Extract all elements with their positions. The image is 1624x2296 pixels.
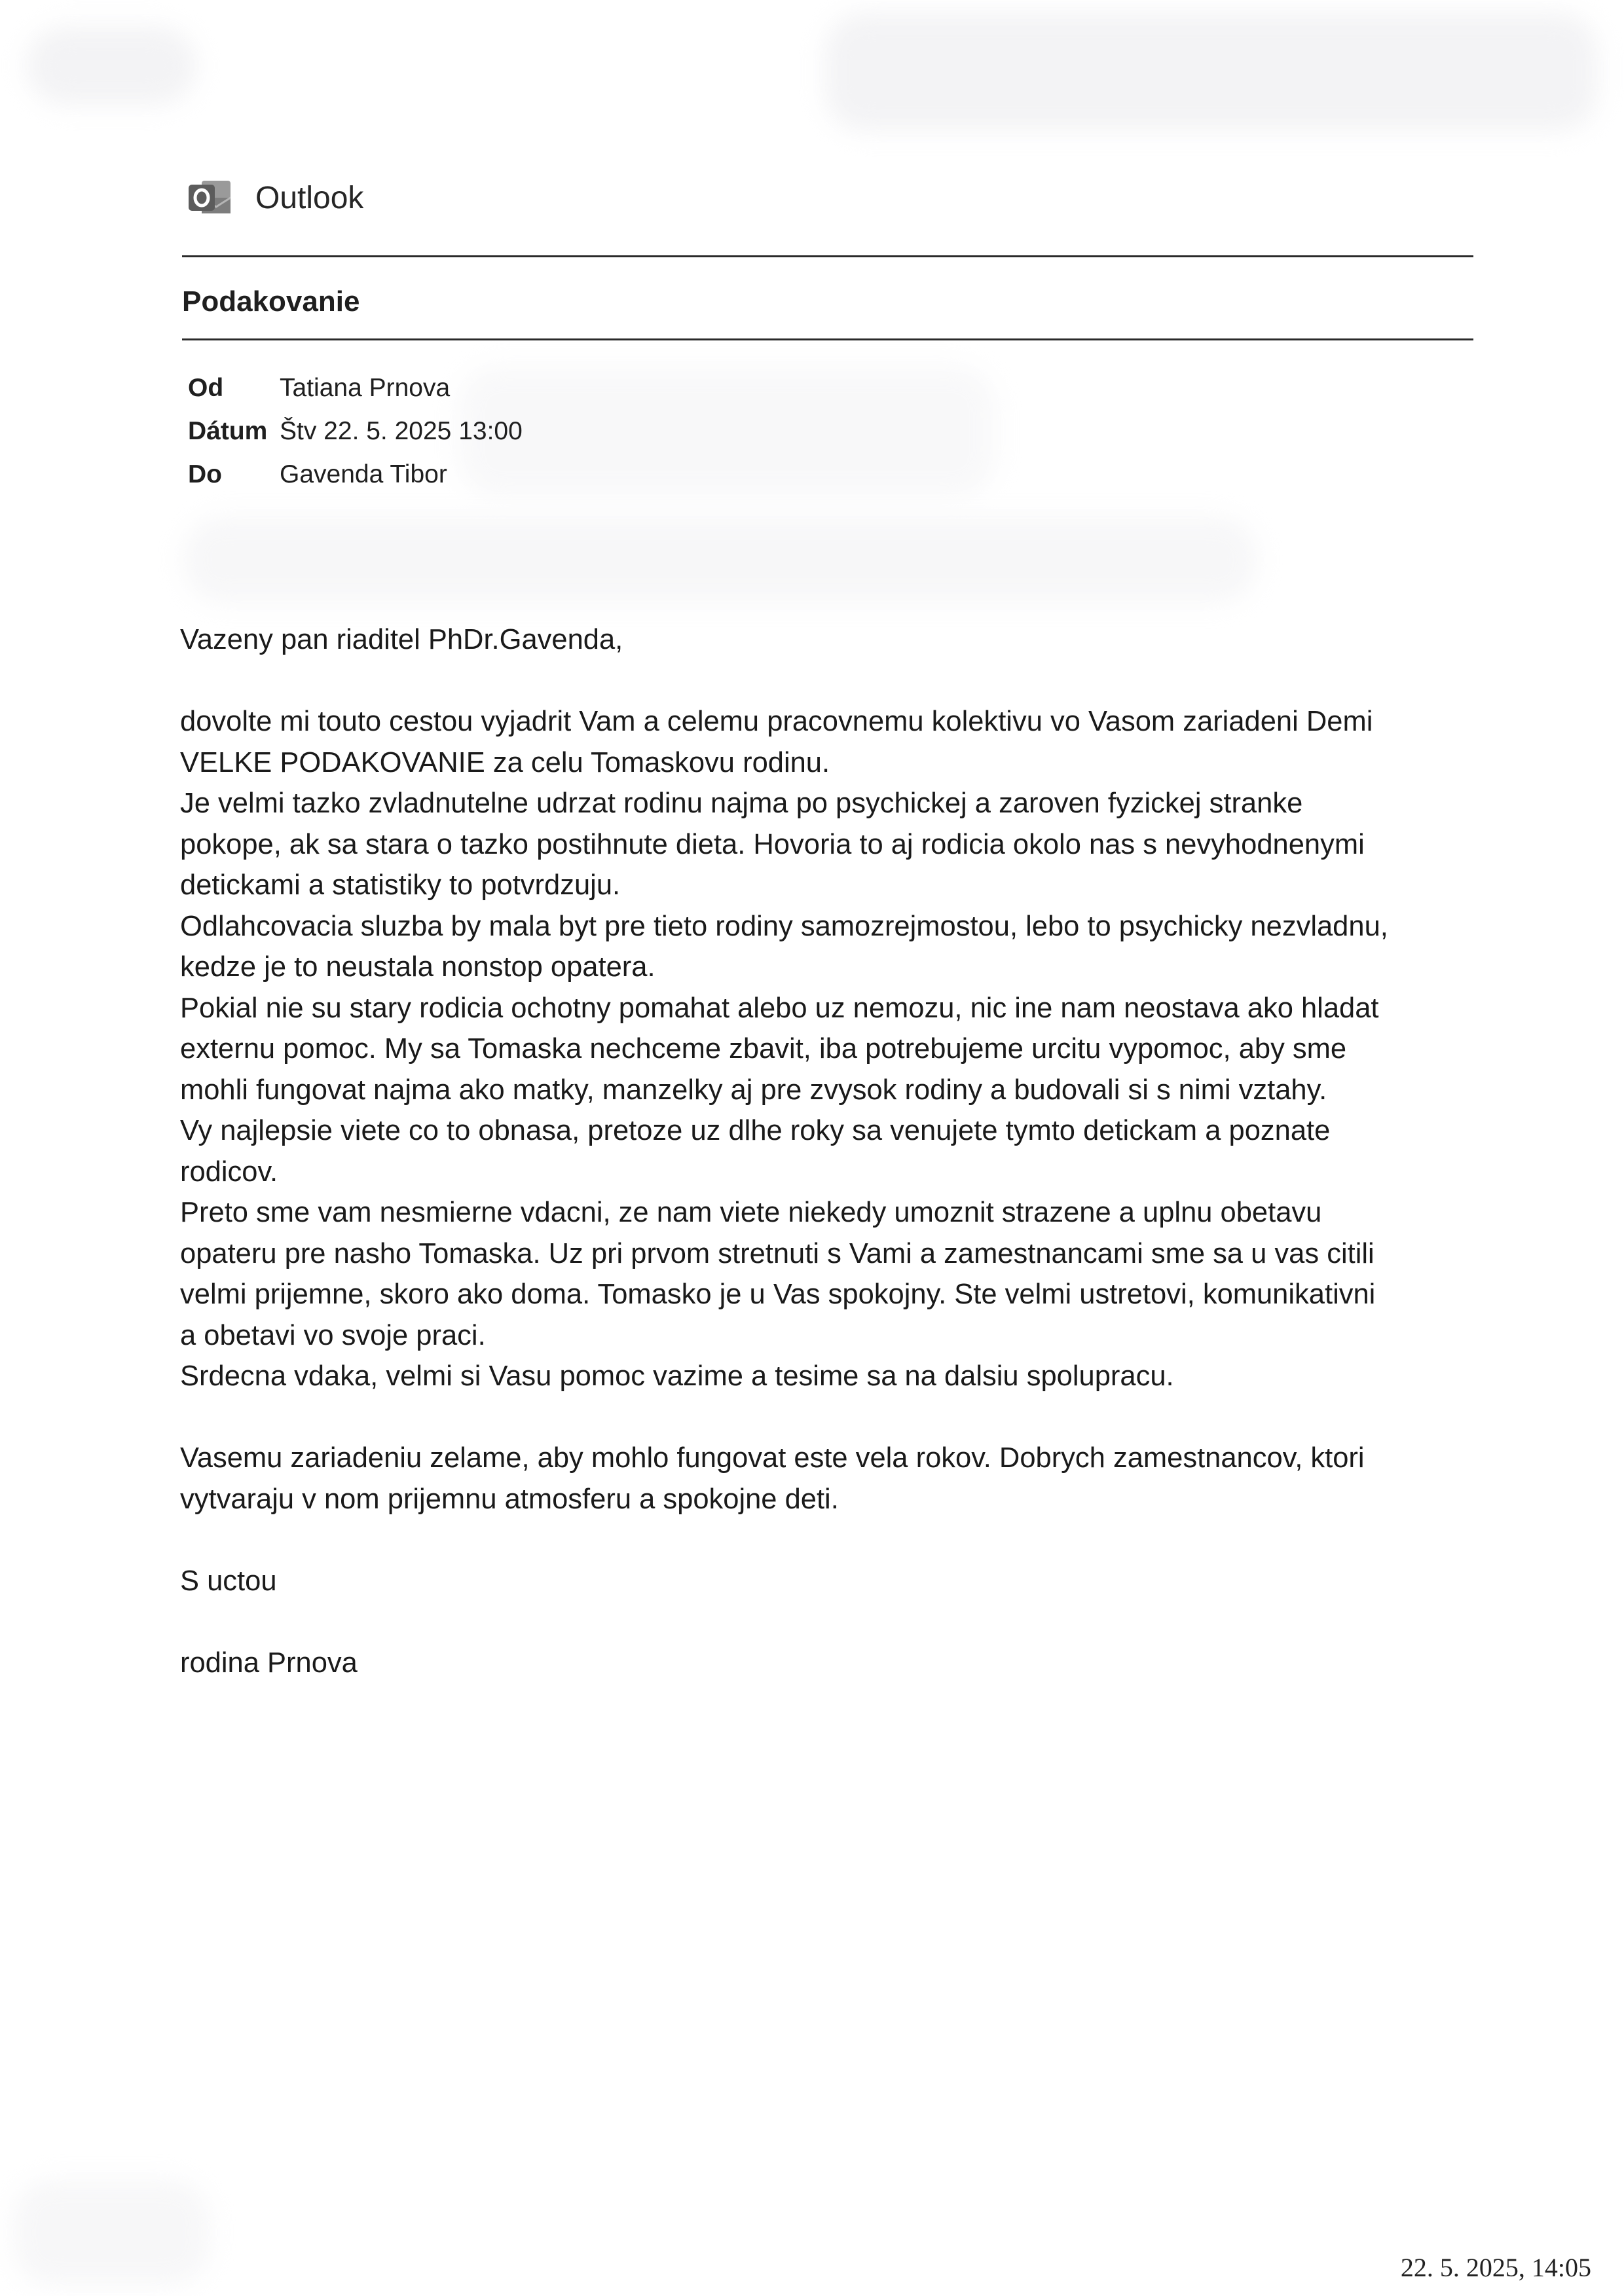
paragraph-wishes [180, 1438, 1490, 1520]
body-line: Vy najlepsie viete co to obnasa, pretoze uz dlhe roky sa venujete tymto detickam a poznate [180, 1115, 1331, 1146]
body-line: Je velmi tazko zvladnutelne udrzat rodinu najma po psychickej a zaroven fyzickej stranke [180, 788, 1303, 819]
body-line: rodicov. [180, 1156, 278, 1188]
body-line: Odlahcovacia sluzba by mala byt pre tieto rodiny samozrejmostou, lebo to psychicky nezvladnu, [180, 910, 1388, 942]
signature: rodina Prnova [180, 1647, 358, 1679]
date-row [188, 410, 523, 453]
paragraph-main [180, 701, 1490, 1397]
to-value: Gavenda Tibor [280, 460, 447, 488]
body-line: pokope, ak sa stara o tazko postihnute dieta. Hovoria to aj rodicia okolo nas s nevyhodnenymi [180, 828, 1365, 860]
scan-smudge-top-right [825, 13, 1598, 131]
body-line: velmi prijemne, skoro ako doma. Tomasko je u Vas spokojny. Ste velmi ustretovi, komunikativni [180, 1279, 1376, 1310]
body-line: a obetavi vo svoje praci. [180, 1319, 486, 1351]
app-name: Outlook [255, 180, 364, 215]
email-meta [188, 367, 523, 496]
divider-top [182, 255, 1473, 257]
scan-smudge-bottom-left [13, 2180, 210, 2285]
printed-timestamp: 22. 5. 2025, 14:05 [1400, 2253, 1591, 2282]
body-line: vytvaraju v nom prijemnu atmosferu a spokojne deti. [180, 1483, 839, 1515]
from-row [188, 367, 523, 410]
date-label: Dátum [188, 417, 268, 445]
body-line: Vasemu zariadeniu zelame, aby mohlo fungovat este vela rokov. Dobrych zamestnancov, ktori [180, 1442, 1365, 1474]
body-line: Preto sme vam nesmierne vdacni, ze nam viete niekedy umoznit strazene a uplnu obetavu [180, 1197, 1322, 1228]
greeting: Vazeny pan riaditel PhDr.Gavenda, [180, 624, 623, 655]
to-row [188, 453, 523, 496]
from-label: Od [188, 374, 224, 402]
email-body [180, 619, 1490, 1724]
body-line: externu pomoc. My sa Tomaska nechceme zbavit, iba potrebujeme urcitu vypomoc, aby sme [180, 1033, 1347, 1065]
divider-bottom [182, 338, 1473, 340]
body-line: kedze je to neustala nonstop opatera. [180, 951, 655, 983]
closing: S uctou [180, 1565, 277, 1597]
date-value: Štv 22. 5. 2025 13:00 [280, 417, 523, 445]
body-line: Pokial nie su stary rodicia ochotny pomahat alebo uz nemozu, nic ine nam neostava ako hladat [180, 992, 1379, 1024]
app-header [183, 172, 363, 224]
to-label: Do [188, 460, 222, 488]
body-line: opateru pre nasho Tomaska. Uz pri prvom stretnuti s Vami a zamestnancami sme sa u vas citili [180, 1237, 1375, 1269]
from-value: Tatiana Prnova [280, 374, 451, 402]
body-line: mohli fungovat najma ako matky, manzelky aj pre zvysok rodiny a budovali si s nimi vztahy. [180, 1074, 1327, 1106]
body-line: Srdecna vdaka, velmi si Vasu pomoc vazime a tesime sa na dalsiu spolupracu. [180, 1360, 1174, 1392]
email-subject: Podakovanie [182, 285, 360, 318]
body-line: detickami a statistiky to potvrdzuju. [180, 869, 621, 901]
outlook-logo-icon [183, 172, 236, 224]
scan-smudge-mid [183, 517, 1257, 602]
body-line: VELKE PODAKOVANIE za celu Tomaskovu rodinu. [180, 746, 830, 778]
body-line: dovolte mi touto cestou vyjadrit Vam a celemu pracovnemu kolektivu vo Vasom zariadeni Demi [180, 706, 1373, 737]
scan-smudge-top-left [26, 26, 196, 105]
scan-smudge-meta [458, 367, 995, 498]
